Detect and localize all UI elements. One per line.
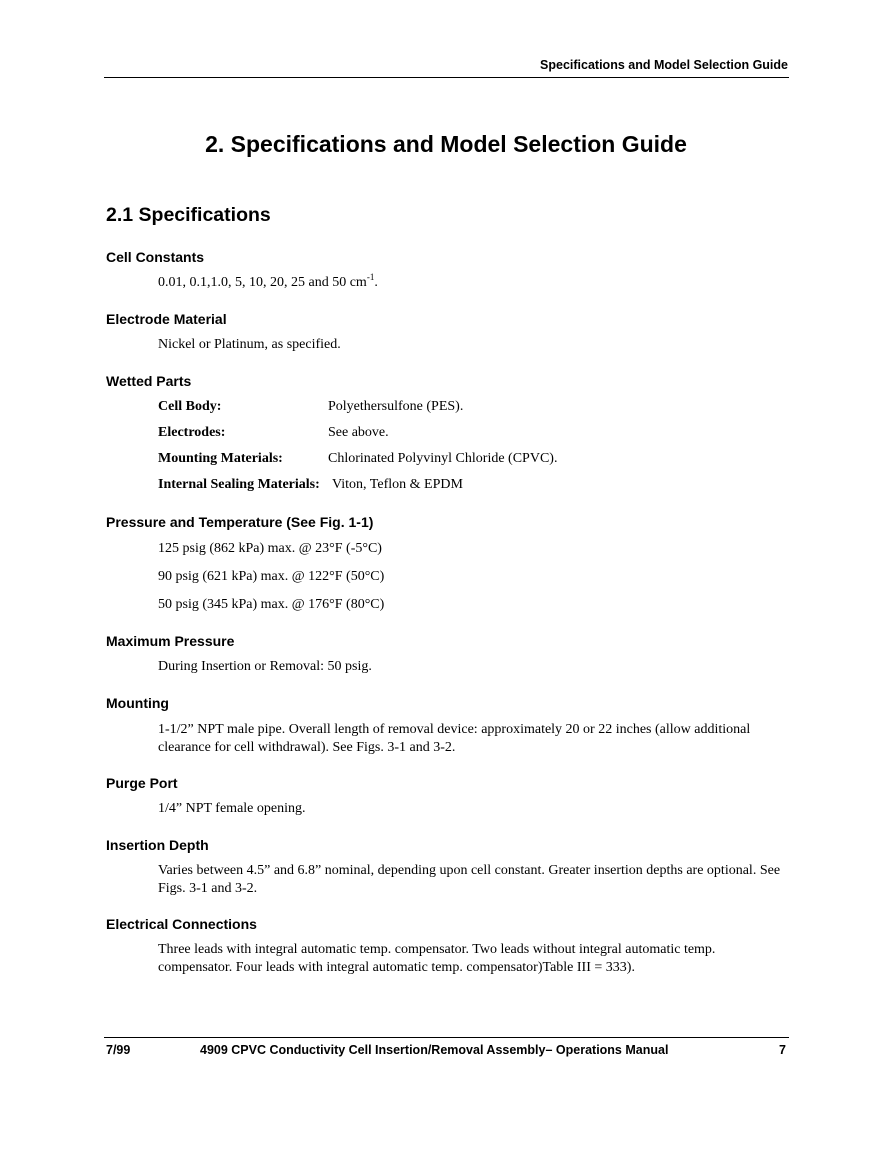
mounting-heading: Mounting — [106, 695, 169, 711]
running-header: Specifications and Model Selection Guide — [540, 58, 788, 72]
page-number: 7 — [779, 1043, 786, 1057]
row-value: Polyethersulfone (PES). — [328, 399, 464, 414]
maximum-pressure-text: During Insertion or Removal: 50 psig. — [158, 659, 372, 674]
footer-title: 4909 CPVC Conductivity Cell Insertion/Removal Assembly– Operations Manual — [200, 1043, 669, 1057]
row-value: Chlorinated Polyvinyl Chloride (CPVC). — [328, 451, 558, 466]
pressure-line: 125 psig (862 kPa) max. @ 23°F (-5°C) — [158, 541, 382, 556]
footer-date: 7/99 — [106, 1043, 131, 1057]
wetted-parts-heading: Wetted Parts — [106, 373, 192, 389]
row-label: Internal Sealing Materials: — [158, 477, 320, 492]
row-value: See above. — [328, 425, 389, 440]
wetted-parts-row — [158, 425, 389, 441]
header-rule — [104, 77, 789, 78]
row-label: Electrodes: — [158, 425, 226, 440]
pressure-line: 90 psig (621 kPa) max. @ 122°F (50°C) — [158, 569, 385, 584]
cell-constants-heading: Cell Constants — [106, 249, 205, 265]
row-value: Viton, Teflon & EPDM — [332, 477, 463, 492]
wetted-parts-row — [158, 477, 463, 493]
electrode-material-text: Nickel or Platinum, as specified. — [158, 337, 341, 352]
electrical-connections-text: Three leads with integral automatic temp. compensator. Two leads without integral automatic temp. compensator. Four leads with integral automatic temp. compensator)Table III = 333). — [158, 942, 716, 975]
cell-constants-superscript: -1 — [366, 272, 375, 282]
electrical-connections-heading: Electrical Connections — [106, 916, 257, 932]
pressure-temperature-heading: Pressure and Temperature (See Fig. 1-1) — [106, 514, 374, 530]
electrode-material-heading: Electrode Material — [106, 311, 227, 327]
pressure-line: 50 psig (345 kPa) max. @ 176°F (80°C) — [158, 597, 385, 612]
purge-port-text: 1/4” NPT female opening. — [158, 801, 306, 816]
section-title: 2.1 Specifications — [106, 204, 271, 226]
cell-constants-text: 0.01, 0.1,1.0, 5, 10, 20, 25 and 50 $cm^{-1}$. — [158, 272, 378, 290]
row-label: Mounting Materials: — [158, 451, 283, 466]
row-label: Cell Body: — [158, 399, 222, 414]
purge-port-heading: Purge Port — [106, 775, 178, 791]
insertion-depth-heading: Insertion Depth — [106, 837, 209, 853]
mounting-text: 1-1/2” NPT male pipe. Overall length of removal device: approximately 20 or 22 inches (allow additional clearance for cell withdrawal). See Figs. 3-1 and 3-2. — [158, 722, 751, 755]
insertion-depth-text: Varies between 4.5” and 6.8” nominal, depending upon cell constant. Greater insertion depths are optional. See Figs. 3-1 and 3-2. — [158, 863, 781, 896]
footer-rule — [104, 1037, 789, 1038]
wetted-parts-row — [158, 399, 464, 415]
chapter-title: 2. Specifications and Model Selection Guide — [205, 131, 687, 157]
wetted-parts-row — [158, 451, 558, 467]
maximum-pressure-heading: Maximum Pressure — [106, 633, 235, 649]
